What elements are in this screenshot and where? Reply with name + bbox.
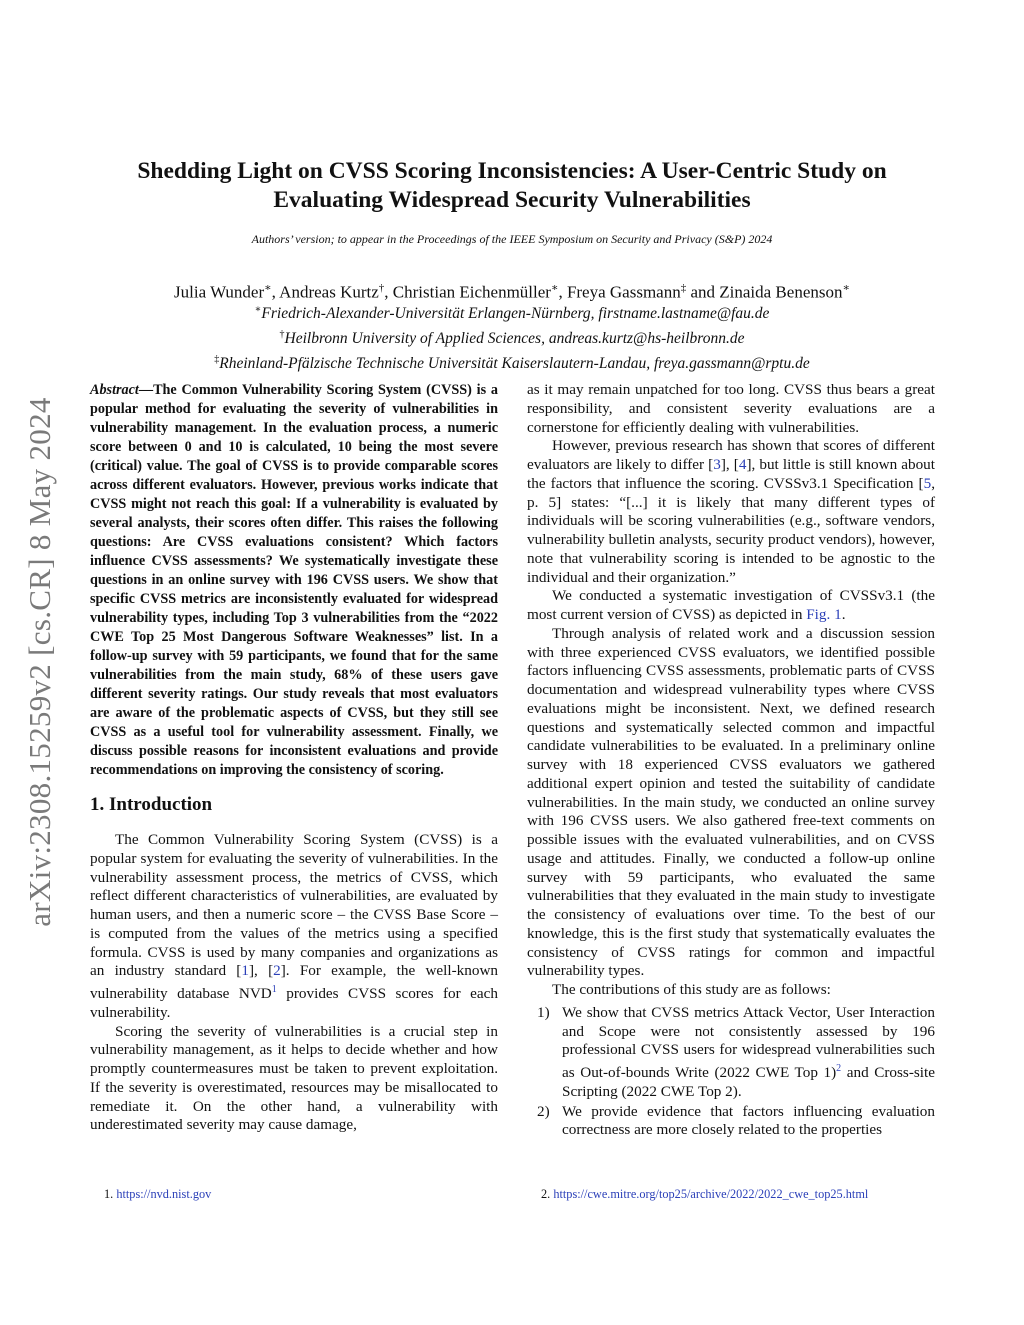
- right-paragraph-2: [527, 437, 935, 587]
- footnote-number: 2.: [541, 1187, 551, 1201]
- footnote-number: 1.: [104, 1187, 114, 1201]
- paragraph-text: provides CVSS scores for each vulnerability.: [90, 985, 498, 1021]
- title-line-2: Evaluating Widespread Security Vulnerabilities: [273, 187, 751, 213]
- citation-link-2[interactable]: 2: [273, 962, 281, 980]
- affiliation-line: [100, 349, 924, 374]
- paragraph-text: , p. 5] states: “[...] it is likely that many different types of individuals will be scoring vulnerabilities (e.g., software vendors, vulnerability bulletin analysts, security product vendors), however, note that vulnerability scoring is intended to be agnostic to the individual and their organization.”: [527, 474, 935, 586]
- author-name: , Andreas Kurtz: [271, 282, 379, 302]
- author-name: , Christian Eichenmüller: [384, 282, 551, 302]
- contribution-number: 1): [537, 1003, 550, 1021]
- citation-link-3[interactable]: 3: [713, 456, 721, 473]
- section-heading-introduction: 1. Introduction: [90, 794, 213, 815]
- footnote-url-link[interactable]: https://nvd.nist.gov: [116, 1187, 212, 1201]
- author-mark: †: [378, 282, 385, 294]
- author-name: , Freya Gassmann: [558, 282, 681, 302]
- footnote-1: [104, 1187, 211, 1202]
- affiliation-text: Heilbronn University of Applied Sciences, andreas.kurtz@hs-heilbronn.de: [284, 330, 745, 348]
- arxiv-identifier-stamp[interactable]: arXiv:2308.15259v2 [cs.CR] 8 May 2024: [22, 397, 57, 927]
- citation-link-5[interactable]: 5: [923, 474, 932, 492]
- contribution-item: [527, 1004, 935, 1102]
- affiliation-list: [100, 299, 924, 374]
- citation-link-1[interactable]: 1: [241, 962, 249, 980]
- paragraph-text: and Cross-site Scripting (2022 CWE Top 2).: [562, 1064, 935, 1100]
- figure-link-1[interactable]: Fig. 1: [806, 606, 842, 623]
- contribution-item: [527, 1103, 935, 1141]
- abstract-text: —The Common Vulnerability Scoring System (CVSS) is a popular method for evaluating the severity of vulnerabilities in vulnerability management. In the evaluation process, a numeric score between 0 and 10 is calculated, 10 being the most severe (critical) value. The goal of CVSS is to provide comparable scores across different evaluators. However, previous works indicate that CVSS might not reach this goal: If a vulnerability is evaluated by several analysts, their scores often differ. This raises the following questions: Are CVSS evaluations consistent? Which factors influence CVSS assessments? We systematically investigate these questions in an online survey with 196 CVSS users. We show that specific CVSS metrics are inconsistently evaluated for widespread vulnerability types, including Top 3 vulnerabilities from the “2022 CWE Top 25 Most Dangerous Software Weaknesses” list. In a follow-up survey with 59 participants, we found that for the same vulnerabilities from the main study, 68% of these users gave different severity ratings. Our study reveals that most evaluators are aware of the problematic aspects of CVSS, but they still see CVSS as a useful tool for vulnerability assessment. Finally, we discuss possible reasons for inconsistent evaluations and provide recommendations on improving the consistency of scoring.: [90, 382, 498, 778]
- footnote-link-1[interactable]: 1: [271, 984, 277, 995]
- author-mark: ∗: [264, 282, 272, 294]
- abstract: [90, 381, 498, 780]
- citation-link-4[interactable]: 4: [738, 456, 747, 473]
- paragraph-text: ]. For example, the well-known vulnerability database NVD: [90, 962, 499, 1003]
- footnote-url-link[interactable]: https://cwe.mitre.org/top25/archive/2022/2022_cwe_top25.html: [553, 1187, 869, 1201]
- affiliation-line: [100, 299, 924, 324]
- intro-paragraph-2: Scoring the severity of vulnerabilities is a crucial step in vulnerability management, as it helps to decide whether and how promptly countermeasures must be taken to prevent exploitation. If the severity is overestimated, resources may be misallocated to remediate it. On the other hand, a vulnerability with underestimated severity may cause damage,: [90, 1022, 498, 1134]
- paragraph-text: ], but little is still known about the factors that influence the scoring. CVSSv3.1 Specification [: [527, 456, 935, 492]
- paragraph-text: ], [: [248, 962, 274, 980]
- contribution-number: 2): [537, 1102, 550, 1120]
- author-mark: ‡: [680, 282, 687, 294]
- affiliation-mark: ‡: [214, 354, 220, 366]
- abstract-label: Abstract: [90, 382, 139, 398]
- paragraph-text: The Common Vulnerability Scoring System (CVSS) is a popular system for evaluating the severity of vulnerabilities. In the vulnerability assessment process, the metrics of CVSS, which reflect different characteristics of vulnerabilities, are evaluated by human users, and then a numeric score – the CVSS Base Score – is computed from the values of the metrics using a specified formula. CVSS is used by many companies and organizations as an industry standard [: [90, 831, 498, 980]
- paragraph-text: However, previous research has shown that scores of different evaluators are likely to differ [: [527, 437, 935, 473]
- author-name: Julia Wunder: [174, 282, 265, 302]
- affiliation-text: Friedrich-Alexander-Universität Erlangen-Nürnberg, firstname.lastname@fau.de: [261, 305, 770, 323]
- author-mark: ∗: [842, 282, 850, 294]
- affiliation-line: [100, 324, 924, 349]
- paper-title: [100, 157, 924, 215]
- affiliation-text: Rheinland-Pfälzische Technische Universität Kaiserslautern-Landau, freya.gassmann@rptu.de: [219, 355, 810, 373]
- title-line-1: Shedding Light on CVSS Scoring Inconsistencies: A User-Centric Study on: [137, 158, 887, 184]
- paragraph-text: We show that CVSS metrics Attack Vector, User Interaction and Scope were not consistently assessed by 196 professional CVSS users for widespread vulnerabilities such as Out-of-bounds Write (2022 CWE Top 1): [562, 1003, 935, 1082]
- footnote-2: [541, 1187, 868, 1202]
- contribution-text: We provide evidence that factors influencing evaluation correctness are more closely related to the properties: [562, 1102, 935, 1139]
- right-paragraph-3: [527, 587, 935, 625]
- paragraph-text: We conducted a systematic investigation of CVSSv3.1 (the most current version of CVSS) as depicted in: [527, 587, 935, 623]
- left-column: [90, 381, 498, 1135]
- contribution-list: [527, 1004, 935, 1140]
- affiliation-mark: †: [279, 329, 285, 341]
- right-paragraph-5: The contributions of this study are as follows:: [552, 981, 831, 998]
- publication-note: Authors’ version; to appear in the Proceedings of the IEEE Symposium on Security and Privacy (S&P) 2024: [251, 232, 773, 246]
- abstract-paragraph: [90, 381, 498, 780]
- intro-paragraph-1: [90, 831, 498, 1023]
- contribution-text: [562, 1004, 935, 1102]
- author-mark: ∗: [550, 282, 559, 294]
- right-column: [527, 381, 935, 1141]
- footnote-link-2[interactable]: 2: [836, 1063, 842, 1074]
- affiliation-mark: ∗: [254, 304, 262, 315]
- right-paragraph-4: Through analysis of related work and a discussion session with three experienced CVSS evaluators, we identified possible factors influencing CVSS assessments, problematic parts of CVSS documentation and widespread vulnerability types where CVSS evaluations might be inconsistent. Next, we defined research questions and systematically selected common and impactful candidate vulnerabilities to be evaluated. In a preliminary online survey with 18 experienced CVSS evaluators we gathered additional expert opinion and tested the suitability of candidate vulnerabilities. In the main study, we conducted an online survey with 196 CVSS users. We also gathered free-text comments on possible issues with the evaluated vulnerabilities, and on CVSS usage and attitudes. Finally, we conducted a follow-up online survey with 59 participants, who evaluated the same vulnerabilities that they evaluated in the main study to investigate the consistency of evaluations over time. To the best of our knowledge, this is the first study that systematically evaluates the consistency of CVSS ratings for common and impactful vulnerability types.: [527, 624, 935, 980]
- right-paragraph-1: as it may remain unpatched for too long. CVSS thus bears a great responsibility, and consistent severity evaluations are a cornerstone for efficiently dealing with vulnerabilities.: [527, 381, 935, 436]
- author-name: and Zinaida Benenson: [686, 282, 843, 302]
- paragraph-text: .: [841, 606, 846, 623]
- paragraph-text: ], [: [720, 456, 739, 473]
